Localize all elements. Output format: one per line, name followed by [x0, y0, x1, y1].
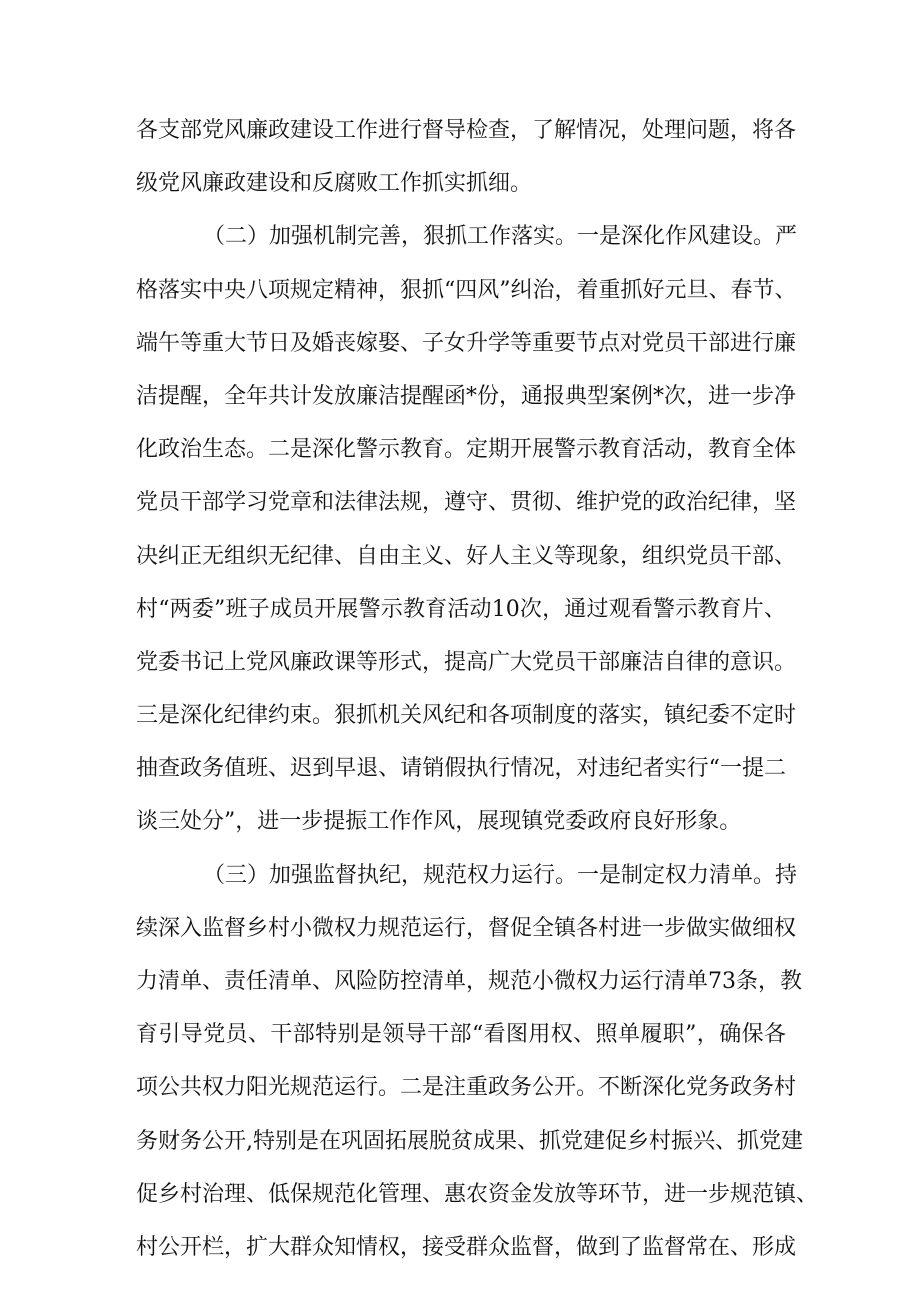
text-line: 抽查政务值班、迟到早退、请销假执行情况，对违纪者实行“一提二	[136, 756, 786, 782]
text-line: 格落实中央八项规定精神，狠抓“四风”纠治，着重抓好元旦、春节、	[136, 277, 797, 303]
text-line: 党员干部学习党章和法律法规，遵守、贯彻、维护党的政治纪律，坚	[136, 490, 797, 516]
text-line: 村公开栏，扩大群众知情权，接受群众监督，做到了监督常在、形成	[136, 1234, 797, 1260]
text-line: （二）加强机制完善，狠抓工作落实。一是深化作风建设。严	[203, 224, 798, 250]
text-line: 三是深化纪律约束。狠抓机关风纪和各项制度的落实，镇纪委不定时	[136, 703, 797, 729]
document-body	[136, 104, 819, 1274]
text-line: 各支部党风廉政建设工作进行督导检查，了解情况，处理问题，将各	[136, 118, 797, 143]
text-line: 务财务公开,特别是在巩固拓展脱贫成果、抓党建促乡村振兴、抓党建	[136, 1128, 803, 1154]
text-line: 促乡村治理、低保规范化管理、惠农资金发放等环节，进一步规范镇、	[136, 1181, 819, 1207]
text-line: 洁提醒，全年共计发放廉洁提醒函*份，通报典型案例*次，进一步净	[136, 383, 797, 409]
text-line: 村“两委”班子成员开展警示教育活动10次，通过观看警示教育片、	[136, 596, 786, 622]
text-line: 育引导党员、干部特别是领导干部“看图用权、照单履职”，确保各	[136, 1022, 786, 1048]
text-line: 谈三处分”，进一步提振工作作风，展现镇党委政府良好形象。	[136, 809, 742, 835]
text-line: 级党风廉政建设和反腐败工作抓实抓细。	[136, 171, 533, 197]
text-line: 党委书记上党风廉政课等形式，提高广大党员干部廉洁自律的意识。	[136, 649, 797, 675]
text-line: 力清单、责任清单、风险防控清单，规范小微权力运行清单73条，教	[136, 969, 802, 994]
text-line: 决纠正无组织无纪律、自由主义、好人主义等现象，组织党员干部、	[136, 543, 797, 569]
text-line: （三）加强监督执纪，规范权力运行。一是制定权力清单。持	[203, 862, 798, 888]
text-line: 端午等重大节日及婚丧嫁娶、子女升学等重要节点对党员干部进行廉	[136, 330, 797, 356]
text-line: 化政治生态。二是深化警示教育。定期开展警示教育活动，教育全体	[136, 437, 797, 463]
text-line: 项公共权力阳光规范运行。二是注重政务公开。不断深化党务政务村	[136, 1075, 797, 1101]
text-line: 续深入监督乡村小微权力规范运行，督促全镇各村进一步做实做细权	[136, 915, 797, 941]
